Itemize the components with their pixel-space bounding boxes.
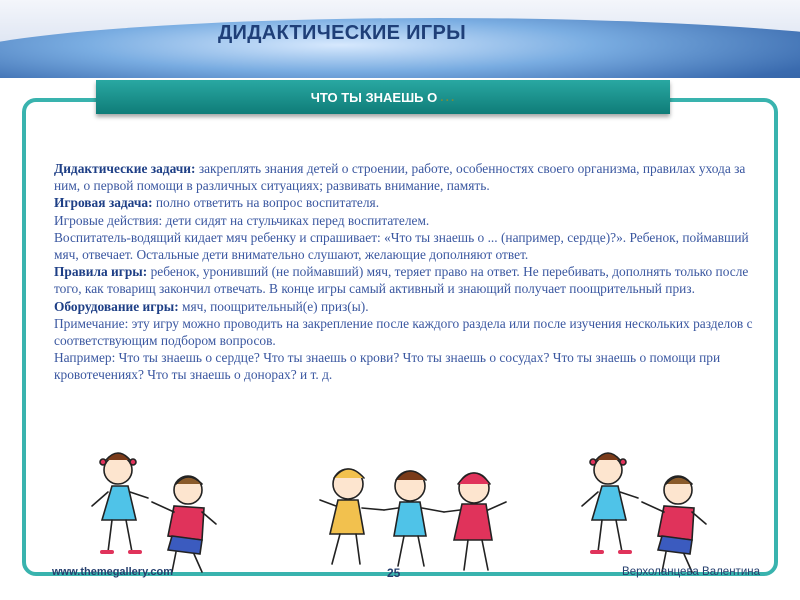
paragraph-game-task [54, 194, 754, 211]
page-number: 25 [387, 566, 401, 580]
text-game-task: полно ответить на вопрос воспитателя. [152, 195, 380, 211]
page-title: ДИДАКТИЧЕСКИЕ ИГРЫ [218, 22, 466, 44]
subtitle-dots: … [439, 88, 456, 105]
paragraph-example: Например: Что ты знаешь о сердце? Что ты знаешь о крови? Что ты знаешь о сосудах? Что ты знаешь о помощи при кровотечениях? Что ты знаешь о донорах? и т. д. [54, 350, 721, 383]
footer-url[interactable]: www.themegallery.com [52, 566, 174, 578]
paragraph-equipment [54, 298, 754, 315]
label-equipment: Оборудование игры: [54, 298, 179, 314]
header-banner [0, 0, 800, 78]
label-game-task: Игровая задача: [54, 195, 153, 211]
subtitle-bar [96, 80, 670, 114]
footer-author: Верхоланцева Валентина [622, 566, 760, 578]
paragraph-tasks [54, 160, 754, 194]
children-group-illustration [318, 452, 510, 580]
subtitle-text: ЧТО ТЫ ЗНАЕШЬ О [310, 89, 438, 105]
text-rules: ребенок, уронивший (не поймавший) мяч, теряет право на ответ. Не перебивать, дополнять только после того, как товарищ закончил отвечать. В конце игры самый активный и знающий получает поощрительный приз. [54, 264, 749, 297]
paragraph-procedure: Воспитатель-водящий кидает мяч ребенку и спрашивает: «Что ты знаешь о ... (например, сердце)?». Ребенок, поймавший мяч, отвечает. Остальные дети внимательно слушают, желающие дополняют ответ. [54, 229, 749, 263]
label-tasks: Дидактические задачи: [54, 161, 196, 176]
text-tasks: закреплять знания детей о строении, работе, особенностях своего организма, правилах ухода за ним, о первой помощи в различных ситуациях; развивать внимание, память. [54, 161, 746, 194]
label-rules: Правила игры: [54, 264, 148, 280]
paragraph-actions: Игровые действия: дети сидят на стульчиках перед воспитателем. [54, 212, 430, 228]
children-pair-illustration [90, 440, 220, 580]
paragraph-note: Примечание: эту игру можно проводить на закрепление после каждого раздела или после изучения нескольких разделов с соответствующим подбором вопросов. [54, 315, 753, 349]
paragraph-rules [54, 263, 754, 297]
children-pair-illustration [580, 440, 710, 580]
game-description [54, 160, 754, 384]
text-equipment: мяч, поощрительный(е) приз(ы). [178, 298, 369, 314]
